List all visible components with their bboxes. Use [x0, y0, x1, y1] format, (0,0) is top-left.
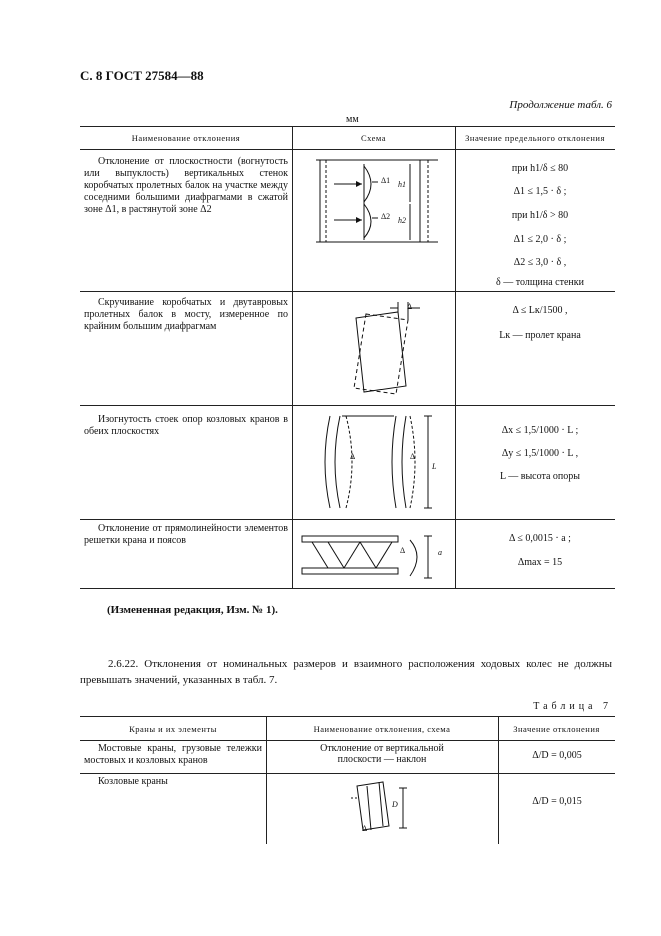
- page-header: С. 8 ГОСТ 27584—88: [80, 68, 204, 83]
- table6-row3-value2: Δy ≤ 1,5/1000 · L ,: [501, 448, 579, 459]
- schema-label-a: a: [438, 548, 442, 557]
- table6-row4-value2: Δmax = 15: [517, 557, 563, 568]
- table7-header-elements: Краны и их элементы: [129, 724, 217, 734]
- schema-label-h1: h1: [398, 180, 406, 189]
- table6-row2-value2: Lк — пролет крана: [499, 330, 581, 341]
- value-line: Δ2 ≤ 3,0 · δ ,: [513, 257, 567, 268]
- table7-header-value: Значение отклонения: [513, 724, 600, 734]
- table7-header-deviation: Наименование отклонения, схема: [313, 724, 451, 734]
- amendment-note: (Измененная редакция, Изм. № 1).: [107, 604, 278, 616]
- value-line: δ — толщина стенки: [496, 277, 584, 288]
- table7-row1-element: Мостовые краны, грузовые тележки мостовых и козловых кранов: [84, 743, 262, 766]
- schema-label-delta2: Δ2: [381, 212, 391, 221]
- table6-row1-name: Отклонение от плоскостности (вогнутость или выпуклость) вертикальных стенок коробчатых пролетных балок на участке между соседними большими диафрагмами в сжатой зоне Δ1, в растянутой зоне Δ2: [84, 156, 288, 215]
- schema-label-D: D: [392, 800, 398, 809]
- table6-header-value: Значение предельного отклонения: [465, 133, 605, 143]
- schema-label-delta1: Δ1: [381, 176, 391, 185]
- table-continuation-label: Продолжение табл. 6: [509, 99, 612, 111]
- value-line: Δ1 ≤ 1,5 · δ ;: [513, 186, 567, 197]
- unit-label: мм: [346, 114, 359, 125]
- flatness-deviation-schema: [312, 156, 442, 248]
- table6-row2-value1: Δ ≤ Lк/1500 ,: [512, 305, 568, 316]
- table7-caption: Таблица 7: [533, 701, 612, 712]
- paragraph-2-6-22: 2.6.22. Отклонения от номинальных размеров и взаимного расположения ходовых колес не должны превышать значений, указанных в табл. 7.: [80, 658, 612, 686]
- table7-row2-value: Δ/D = 0,015: [532, 796, 582, 807]
- wheel-tilt-schema: [345, 778, 425, 836]
- bending-deviation-schema: [318, 412, 442, 512]
- table6-row3-value3: L — высота опоры: [500, 471, 580, 482]
- table6-row4-name: Отклонение от прямолинейности элементов решетки крана и поясов: [84, 523, 288, 546]
- value-line: Δ1 ≤ 2,0 · δ ;: [513, 234, 567, 245]
- value-line: при h1/δ ≤ 80: [511, 163, 569, 174]
- table6-row4-value1: Δ ≤ 0,0015 · a ;: [509, 533, 571, 544]
- twisting-deviation-schema: [350, 300, 430, 400]
- table7-row1-value: Δ/D = 0,005: [532, 750, 582, 761]
- table7-row2-element: Козловые краны: [98, 776, 168, 787]
- table7-row1-deviation: Отклонение от вертикальной плоскости — наклон: [320, 743, 444, 765]
- table6-row3-name: Изогнутость стоек опор козловых кранов в обеих плоскостях: [84, 414, 288, 437]
- schema-label-delta-y: Δ: [410, 452, 416, 461]
- table6-header-schema: Схема: [360, 133, 387, 143]
- schema-label-delta-truss: Δ: [400, 546, 406, 555]
- straightness-deviation-schema: [298, 526, 448, 584]
- table6-row2-name: Скручивание коробчатых и двутавровых пролетных балок в мосту, измеренное по крайним большим диафрагмам: [84, 297, 288, 332]
- value-line: при h1/δ > 80: [511, 210, 569, 221]
- table6-header-name: Наименование отклонения: [131, 133, 241, 143]
- schema-label-delta: Δ: [407, 302, 413, 311]
- schema-label-h2: h2: [398, 216, 406, 225]
- schema-label-L: L: [432, 462, 437, 471]
- schema-label-delta-wheel: Δ: [362, 824, 368, 833]
- schema-label-delta-x: Δ: [350, 452, 356, 461]
- table6-row3-value1: Δx ≤ 1,5/1000 · L ;: [501, 425, 579, 436]
